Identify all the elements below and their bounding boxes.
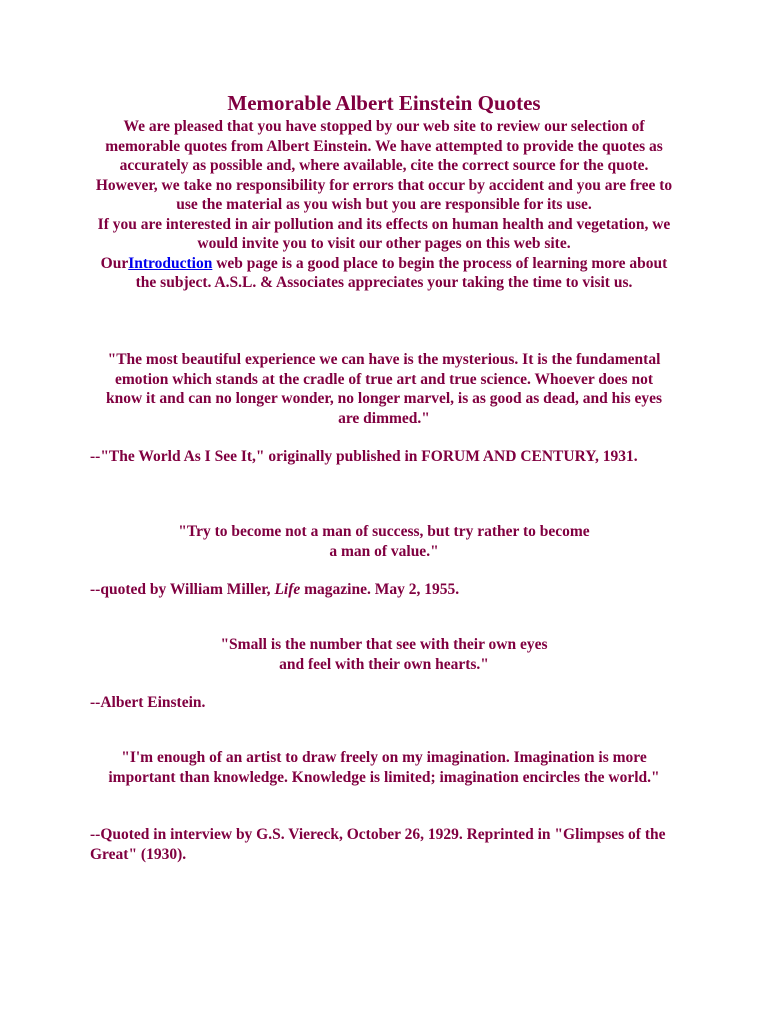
intro-paragraph-introduction (90, 254, 678, 293)
intro-paragraph-welcome: We are pleased that you have stopped by our web site to review our selection of memorable quotes from Albert Einstein. We have attempted to provide the quotes as accurately as possible and, where available, cite the correct source for the quote. However, we take no responsibility for errors that occur by accident and you are free to use the material as you wish but you are responsible for its use. (95, 118, 673, 213)
quote-1-source: --"The World As I See It," originally published in FORUM AND CENTURY, 1931. (90, 448, 638, 465)
intro-paragraph-invite: If you are interested in air pollution and its effects on human health and vegetation, we would invite you to visit our other pages on this web site. (97, 215, 671, 252)
quote-2-source-prefix: --quoted by William Miller, (90, 581, 275, 598)
quote-2-text (140, 522, 628, 561)
quote-2-source-magazine: Life (274, 581, 301, 598)
introduction-link[interactable]: Introduction (128, 254, 213, 272)
intro-our-prefix: Our (100, 254, 129, 272)
quote-2-line-1: "Try to become not a man of success, but try rather to become (178, 523, 590, 540)
quote-1-text: "The most beautiful experience we can have is the mysterious. It is the fundamental emotion which stands at the cradle of true art and true science. Whoever does not know it and can no longer wonder, no longer marvel, is as good as dead, and his eyes are dimmed." (105, 351, 663, 427)
quote-3-line-2: and feel with their own hearts." (279, 655, 489, 673)
intro-section (90, 117, 678, 293)
quote-2-source (90, 580, 690, 600)
quote-3-source: --Albert Einstein. (90, 694, 206, 711)
quote-4-source: --Quoted in interview by G.S. Viereck, October 26, 1929. Reprinted in "Glimpses of the Great" (1930). (90, 826, 666, 863)
quote-3-text (140, 635, 628, 674)
quote-4-text: "I'm enough of an artist to draw freely on my imagination. Imagination is more important than knowledge. Knowledge is limited; imagination encircles the world." (108, 749, 660, 786)
quote-3-line-1: "Small is the number that see with their own eyes (220, 636, 548, 653)
intro-paragraph-rest: web page is a good place to begin the process of learning more about the subject. A.S.L. & Associates appreciates your taking the time to visit us. (135, 254, 668, 291)
page-title: Memorable Albert Einstein Quotes (227, 91, 541, 115)
quote-2-source-suffix: magazine. May 2, 1955. (300, 581, 460, 598)
quote-2-line-2: a man of value." (329, 542, 439, 560)
